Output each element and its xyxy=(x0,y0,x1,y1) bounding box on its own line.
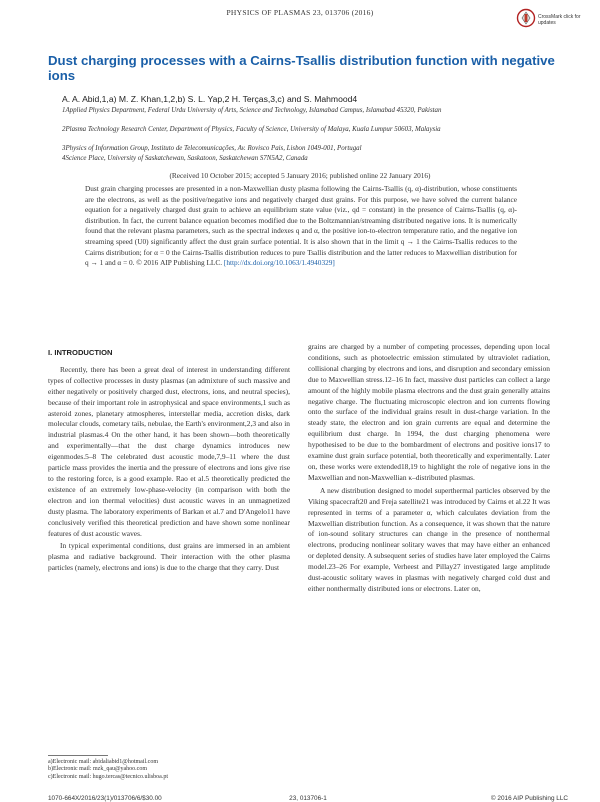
affiliation-4: 4Science Place, University of Saskatchewan, Saskatoon, Saskatchewan S7N5A2, Canada xyxy=(62,154,308,162)
paper-title: Dust charging processes with a Cairns-Tsallis distribution function with negative ions xyxy=(48,53,555,83)
footer-copyright: © 2016 AIP Publishing LLC xyxy=(490,795,568,802)
footnote: b)Electronic mail: mzk_qau@yahoo.com xyxy=(48,766,147,773)
footnote-divider xyxy=(48,755,108,756)
crossmark-icon xyxy=(516,8,536,28)
right-column xyxy=(308,342,550,595)
affiliation-1: 1Applied Physics Department, Federal Urdu University of Arts, Science and Technology, Islamabad Campus, Islamabad 45320, Pakistan xyxy=(62,107,442,114)
author-list: A. A. Abid,1,a) M. Z. Khan,1,2,b) S. L. Yap,2 H. Terças,3,c) and S. Mahmood4 xyxy=(62,94,358,104)
footnote: a)Electronic mail: abidaliabid1@hotmail.com xyxy=(48,759,158,765)
footer-issn: 1070-664X/2016/23(1)/013706/6/$30.00 xyxy=(48,795,162,802)
footer-page-number: 23, 013706-1 xyxy=(289,795,327,802)
received-dates: (Received 10 October 2015; accepted 5 January 2016; published online 22 January 2016) xyxy=(169,171,431,180)
crossmark-label: CrossMark click for updates xyxy=(538,14,581,26)
footnote: c)Electronic mail: hugo.tercas@tecnico.ulisboa.pt xyxy=(48,773,168,780)
footnotes xyxy=(48,759,288,781)
section-title: I. INTRODUCTION xyxy=(48,348,113,357)
paragraph: Recently, there has been a great deal of interest in understanding different types of collective processes in dusty plasmas (an admixture of such massive and either negatively or positively charged dust, electrons, ions, and neutral species), because of their important role in astrophysical and space environments,1 such as asteroid zones, planetary atmospheres, interstellar media, accretion disks, dark molecular clouds, cometary tails, nebulae, the Earth's environment,2,3 and also in industrial plasmas.4 On the other hand, it has been shown—both theoretically and experimentally—that the dust charge dynamics introduces new eigenmodes.5–8 The celebrated dust acoustic mode,7,9–11 where the dust particle mass provides the inertia and the pressure of electrons and ions give rise to the restoring force, is a good example. Rao et al.5 theoretically predicted the existence of an extremely low-phase-velocity (in comparison with both the electron and ion thermal velocities) dust acoustic waves in an unmagnetized dusty plasma. The laboratory experiments of Barkan et al.7 and D'Angelo11 have conclusively verified this theoretical prediction and have shown some nonlinear features of dust acoustic waves. xyxy=(48,364,290,538)
affiliation-3: 3Physics of Information Group, Instituto de Telecomunicações, Av. Rovisco Pais, Lisbon 1049-001, Portugal xyxy=(62,145,362,152)
paragraph: A new distribution designed to model superthermal particles observed by the Viking spacecraft20 and Freja satellite21 was introduced by Cairns et al.22 It was represented in terms of a parameter α, which calculates deviation from the Maxwellian distribution function. As a consequence, it was shown that the nature of ion-sound solitary structures can change in the presence of nonthermal electrons, producing nonlinear solitary waves that may have either an enhanced or depleted density. A subsequent series of studies have later employed the Cairns model.23–26 For example, Verheest and Pillay27 investigated large amplitude dust-acoustic solitary waves in plasmas with negatively charged cold dust and either nonthermally distributed ions or electrons. Later on, xyxy=(308,485,550,593)
abstract xyxy=(85,184,517,269)
journal-header: PHYSICS OF PLASMAS 23, 013706 (2016) xyxy=(226,8,374,17)
affiliation-2: 2Plasma Technology Research Center, Department of Physics, Faculty of Science, University of Malaya, Kuala Lumpur 50603, Malaysia xyxy=(62,126,441,133)
doi-link[interactable]: [http://dx.doi.org/10.1063/1.4940329] xyxy=(223,258,335,268)
crossmark-logo[interactable] xyxy=(516,8,586,36)
left-column xyxy=(48,348,290,574)
paragraph: grains are charged by a number of competing processes, depending upon local conditions, such as photoelectric emission stimulated by ultraviolet radiation, collisional charging by electrons and ions, and disruption and secondary emission due to Maxwellian stress.12–16 In fact, massive dust particles can collect a large amount of the highly mobile plasma electrons and the dust grain generally attains negative charge. The fluctuating microscopic electron and ion currents flowing onto the surface of the individual grains result in dust-charge variation. In the steady state, the electron and ion grain currents are equal and determine the equilibrium dust charge. In 1994, the dust charging phenomena were hypothesised to be due to the bombardment of electrons and positive ions17 to examine dust grain surface potential, both theoretically and experimentally. Later on, these works were extended18,19 to highlight the role of negative ions in the Maxwellian and non-Maxwellian κ–distributed plasmas. xyxy=(308,342,550,482)
paragraph: In typical experimental conditions, dust grains are immersed in an ambient plasma and radiative background. Their interaction with the other plasma particles (namely, electrons and ions) is due to the charge that they carry. Dust xyxy=(48,541,290,573)
abstract-text: Dust grain charging processes are presented in a non-Maxwellian dusty plasma following the Cairns-Tsallis (q, α)-distribution, whose constituents are the electrons, as well as the positive/negative ions and negatively charged dust grains. For this purpose, we have solved the current balance equation for a negatively charged dust grain to achieve an equilibrium state value (viz., qd = constant) in the presence of Cairns-Tsallis (q, α)-distribution. In fact, the current balance equation becomes modified due to the Boltzmannian/streaming distributed negative ions. It is numerically found that the relevant plasma parameters, such as the spectral indexes q and α, the positive ion-to-electron temperature ratio, and the negative ion streaming speed (U0) significantly affect the dust grain surface potential. It is also shown that in the limit q → 1 the Cairns-Tsallis reduces to the Cairns distribution; for α = 0 the Cairns-Tsallis distribution reduces to pure Tsallis distribution and the latter reduces to Maxwellian distribution for q → 1 and α = 0. © 2016 AIP Publishing LLC. xyxy=(85,184,517,268)
